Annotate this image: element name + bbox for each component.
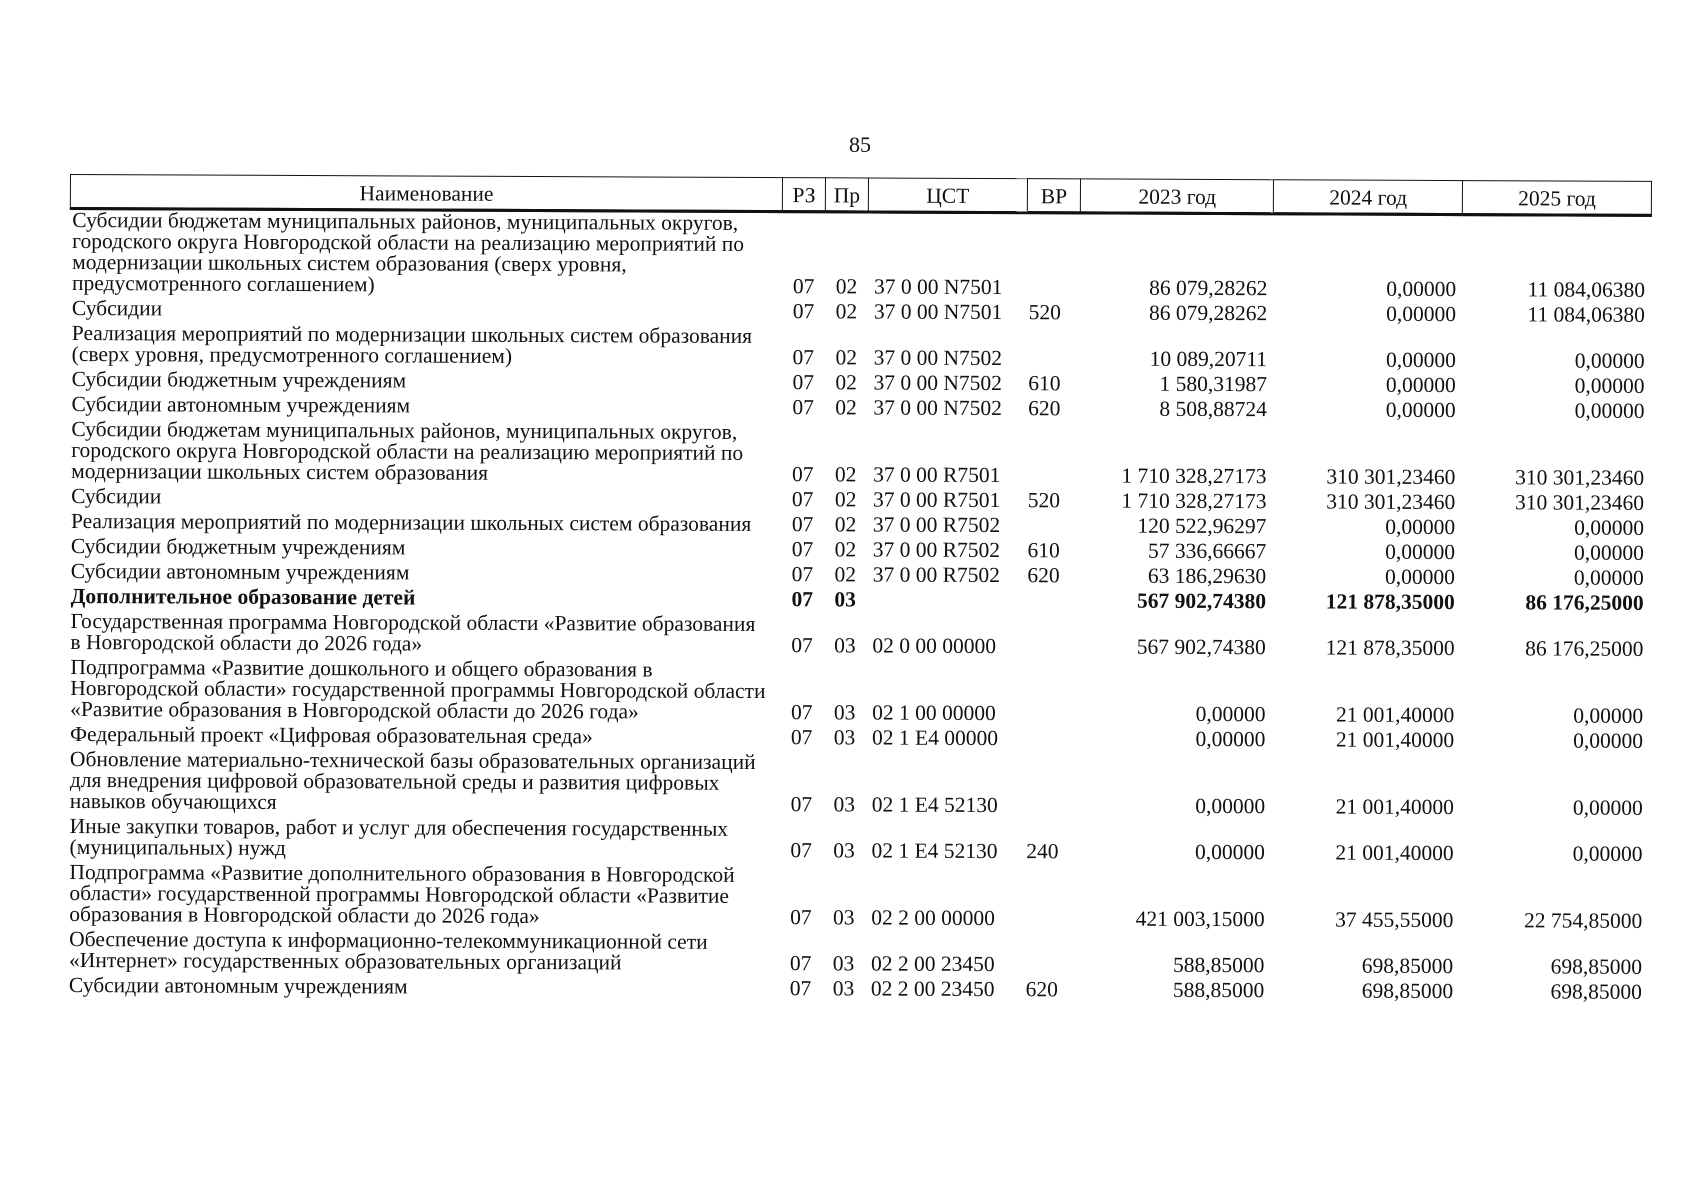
row-2025: 0,00000 — [1574, 373, 1645, 398]
row-2024: 0,00000 — [1385, 397, 1456, 423]
row-name: Реализация мероприятий по модернизации школьных систем образования — [70, 509, 752, 536]
table-row — [68, 657, 1649, 731]
row-2024: 121 878,35000 — [1325, 589, 1455, 615]
row-pr: 03 — [833, 792, 856, 817]
row-name: Обновление материально-технической базы образовательных организаций для внедрения цифровой образовательной среды и развития цифровых навыков обучающихся — [69, 747, 756, 814]
row-vr: 520 — [1027, 488, 1061, 513]
row-cst: 02 2 00 00000 — [871, 905, 995, 931]
row-rz: 07 — [791, 537, 814, 562]
row-pr: 02 — [835, 299, 858, 324]
row-2025: 0,00000 — [1573, 703, 1644, 728]
row-pr: 02 — [834, 487, 857, 512]
row-rz: 07 — [790, 838, 812, 863]
row-2024: 310 301,23460 — [1326, 464, 1456, 490]
header-cst: ЦСТ — [868, 178, 1027, 213]
row-2025: 698,85000 — [1550, 954, 1643, 979]
row-pr: 02 — [834, 462, 857, 487]
row-2023: 8 508,88724 — [1159, 396, 1267, 422]
row-cst: 02 1 E4 00000 — [871, 725, 999, 751]
row-vr: 240 — [1026, 839, 1059, 864]
row-name: Государственная программа Новгородской области «Развитие образования в Новгородской области до 2026 года» — [70, 609, 756, 656]
row-rz: 07 — [790, 700, 813, 725]
row-name: Субсидии бюджетным учреждениям — [71, 367, 407, 393]
row-pr: 02 — [835, 370, 857, 395]
table-body — [67, 209, 1651, 1007]
row-2023: 63 186,29630 — [1147, 563, 1267, 589]
header-2025: 2025 год — [1462, 181, 1651, 216]
row-rz: 07 — [791, 487, 814, 512]
row-vr — [1025, 661, 1079, 728]
row-rz: 07 — [790, 725, 813, 750]
row-cst: 37 0 00 N7502 — [873, 395, 1002, 421]
row-2023: 0,00000 — [1195, 701, 1266, 727]
row-2025: 22 754,85000 — [1523, 908, 1643, 933]
row-rz: 07 — [792, 370, 815, 395]
row-cst: 37 0 00 N7501 — [873, 299, 1003, 325]
row-name: Реализация мероприятий по модернизации школьных систем образования (сверх уровня, предусмотренного соглашением) — [71, 321, 753, 368]
row-2023: 86 079,28262 — [1149, 275, 1268, 301]
row-pr: 03 — [834, 633, 856, 658]
header-pr: Пр — [825, 178, 868, 212]
row-cst: 02 2 00 23450 — [870, 976, 995, 1002]
row-pr: 03 — [832, 951, 855, 976]
table-row — [68, 749, 1649, 823]
row-name: Дополнительное образование детей — [70, 584, 416, 610]
row-2024: 310 301,23460 — [1326, 489, 1456, 515]
table-row — [67, 975, 1648, 1007]
row-2024: 0,00000 — [1385, 514, 1456, 540]
row-vr — [1026, 515, 1080, 540]
budget-table — [66, 174, 1652, 1007]
row-2024: 21 001,40000 — [1335, 794, 1454, 820]
row-name: Подпрограмма «Развитие дошкольного и общего образования в Новгородской области» государственной программы Новгородской области «Развитие образования в Новгородской области до 2026 года» — [70, 655, 766, 724]
row-2024: 37 455,55000 — [1335, 907, 1454, 933]
row-name: Федеральный проект «Цифровая образовательная среда» — [70, 722, 593, 749]
table-row — [70, 209, 1651, 305]
row-rz: 07 — [791, 633, 813, 658]
table-row — [69, 419, 1650, 493]
row-name: Субсидии автономным учреждениям — [68, 973, 408, 999]
row-vr: 610 — [1027, 538, 1060, 563]
row-2023: 1 710 328,27173 — [1121, 488, 1267, 514]
row-2025: 86 176,25000 — [1525, 636, 1644, 661]
row-cst: 37 0 00 R7502 — [872, 512, 1001, 538]
row-2025: 0,00000 — [1573, 540, 1644, 565]
row-rz: 07 — [792, 299, 815, 324]
row-pr: 03 — [832, 976, 855, 1001]
row-2023: 1 580,31987 — [1159, 371, 1268, 397]
row-2023: 588,85000 — [1173, 952, 1265, 978]
row-pr: 02 — [835, 395, 857, 420]
row-2023: 421 003,15000 — [1135, 906, 1265, 932]
row-pr: 03 — [833, 838, 855, 863]
row-name: Субсидии — [71, 484, 162, 509]
row-vr — [1025, 590, 1079, 615]
row-2025: 0,00000 — [1573, 565, 1644, 590]
row-pr: 02 — [834, 512, 857, 537]
row-cst: 02 2 00 23450 — [870, 951, 995, 977]
row-cst: 37 0 00 R7502 — [872, 537, 1001, 563]
row-2025: 0,00000 — [1574, 398, 1645, 423]
row-2023: 86 079,28262 — [1148, 300, 1268, 326]
row-pr: 03 — [833, 725, 856, 750]
row-2023: 1 710 328,27173 — [1121, 463, 1267, 489]
row-vr — [1024, 753, 1078, 820]
row-cst: 37 0 00 N7502 — [873, 370, 1003, 396]
row-2023: 0,00000 — [1195, 839, 1265, 865]
row-2024: 21 001,40000 — [1335, 727, 1455, 753]
page-number: 85 — [849, 132, 871, 157]
row-2024: 121 878,35000 — [1325, 635, 1455, 661]
row-cst: 37 0 00 N7502 — [873, 345, 1003, 371]
row-pr: 02 — [835, 274, 858, 299]
row-vr — [1025, 615, 1079, 661]
row-2024: 21 001,40000 — [1335, 840, 1454, 866]
row-2025: 698,85000 — [1550, 979, 1642, 1004]
row-2025: 0,00000 — [1573, 728, 1644, 753]
row-2024: 0,00000 — [1386, 301, 1457, 327]
row-2024: 0,00000 — [1386, 276, 1457, 302]
row-vr — [1026, 327, 1080, 373]
row-rz: 07 — [790, 905, 812, 930]
header-2024: 2024 год — [1274, 180, 1463, 215]
row-2025: 0,00000 — [1572, 795, 1643, 820]
row-name: Субсидии бюджетным учреждениям — [70, 534, 406, 560]
row-vr — [1024, 933, 1078, 979]
row-pr: 03 — [834, 587, 856, 612]
row-2024: 0,00000 — [1385, 539, 1456, 565]
row-2025: 0,00000 — [1572, 841, 1643, 866]
row-cst: 02 1 E4 52130 — [871, 838, 998, 864]
row-cst: 37 0 00 R7501 — [873, 462, 1001, 488]
row-2025: 0,00000 — [1574, 348, 1645, 373]
row-2025: 86 176,25000 — [1525, 590, 1644, 615]
row-2023: 120 522,96297 — [1137, 513, 1267, 539]
row-cst: 02 1 00 00000 — [872, 700, 996, 726]
row-name: Иные закупки товаров, работ и услуг для обеспечения государственных (муниципальных) нужд — [69, 814, 729, 860]
row-name: Субсидии бюджетам муниципальных районов, муниципальных округов, городского округа Новгородской области на реализацию мероприятий по модернизации школьных систем образования — [71, 417, 744, 485]
row-2023: 57 336,66667 — [1147, 538, 1267, 564]
row-2023: 0,00000 — [1195, 726, 1266, 752]
row-name: Субсидии автономным учреждениям — [70, 559, 410, 585]
row-cst: 02 1 E4 52130 — [871, 792, 998, 818]
row-name: Обеспечение доступа к информационно-телекоммуникационной сети «Интернет» государственных образовательных организаций — [69, 927, 708, 975]
row-2023: 588,85000 — [1172, 977, 1265, 1003]
row-vr — [1025, 728, 1079, 753]
header-2023: 2023 год — [1081, 179, 1274, 214]
header-name: Наименование — [70, 175, 782, 212]
row-2025: 310 301,23460 — [1515, 465, 1645, 490]
row-2024: 0,00000 — [1385, 347, 1456, 373]
row-cst: 37 0 00 R7501 — [873, 487, 1001, 513]
row-2024: 0,00000 — [1385, 372, 1456, 398]
row-2023: 0,00000 — [1195, 793, 1266, 819]
row-rz: 07 — [792, 395, 814, 420]
row-2023: 10 089,20711 — [1149, 346, 1268, 372]
header-rz: РЗ — [783, 178, 826, 212]
row-rz: 07 — [791, 512, 814, 537]
row-vr: 520 — [1028, 300, 1061, 325]
row-cst: 37 0 00 R7502 — [872, 562, 1000, 588]
row-rz: 07 — [792, 462, 814, 487]
row-vr: 620 — [1025, 977, 1058, 1002]
row-vr — [1027, 213, 1081, 303]
row-2024: 698,85000 — [1361, 978, 1454, 1004]
row-pr: 02 — [834, 562, 857, 587]
row-2024: 0,00000 — [1384, 564, 1455, 590]
row-rz: 07 — [789, 951, 812, 976]
row-rz: 07 — [791, 562, 814, 587]
row-vr — [1024, 866, 1078, 933]
row-cst — [867, 589, 1026, 615]
row-2025: 0,00000 — [1574, 515, 1645, 540]
row-pr: 03 — [832, 905, 855, 930]
row-vr: 610 — [1028, 371, 1061, 396]
row-name: Подпрограмма «Развитие дополнительного образования в Новгородской области» государственной программы Новгородской области «Развитие образования в Новгородской области до 2026 года» — [69, 860, 735, 929]
row-rz: 07 — [791, 587, 814, 612]
row-vr: 620 — [1028, 396, 1061, 421]
row-rz: 07 — [792, 345, 815, 370]
row-2025: 11 084,06380 — [1527, 277, 1646, 302]
row-vr — [1026, 423, 1080, 490]
row-cst: 37 0 00 N7501 — [873, 274, 1003, 300]
row-2023: 567 902,74380 — [1136, 634, 1266, 660]
row-pr: 03 — [833, 700, 856, 725]
row-rz: 07 — [789, 976, 812, 1001]
row-2025: 310 301,23460 — [1515, 490, 1645, 515]
row-2023: 567 902,74380 — [1136, 588, 1267, 614]
row-2024: 21 001,40000 — [1336, 702, 1455, 728]
row-cst: 02 0 00 00000 — [872, 633, 997, 659]
header-vr: ВР — [1027, 179, 1081, 213]
row-rz: 07 — [792, 274, 815, 299]
row-rz: 07 — [790, 792, 813, 817]
row-pr: 02 — [834, 537, 857, 562]
row-2025: 11 084,06380 — [1527, 302, 1645, 327]
row-pr: 02 — [835, 345, 858, 370]
row-2024: 698,85000 — [1361, 953, 1454, 979]
row-name: Субсидии бюджетам муниципальных районов, муниципальных округов, городского округа Новгородской области на реализацию мероприятий по модернизации школьных систем образования (сверх уровня, предусмотренного соглашением) — [71, 208, 745, 297]
table-row — [67, 862, 1648, 936]
row-vr: 620 — [1027, 563, 1060, 588]
row-name: Субсидии автономным учреждениям — [71, 392, 411, 418]
row-name: Субсидии — [71, 296, 163, 321]
